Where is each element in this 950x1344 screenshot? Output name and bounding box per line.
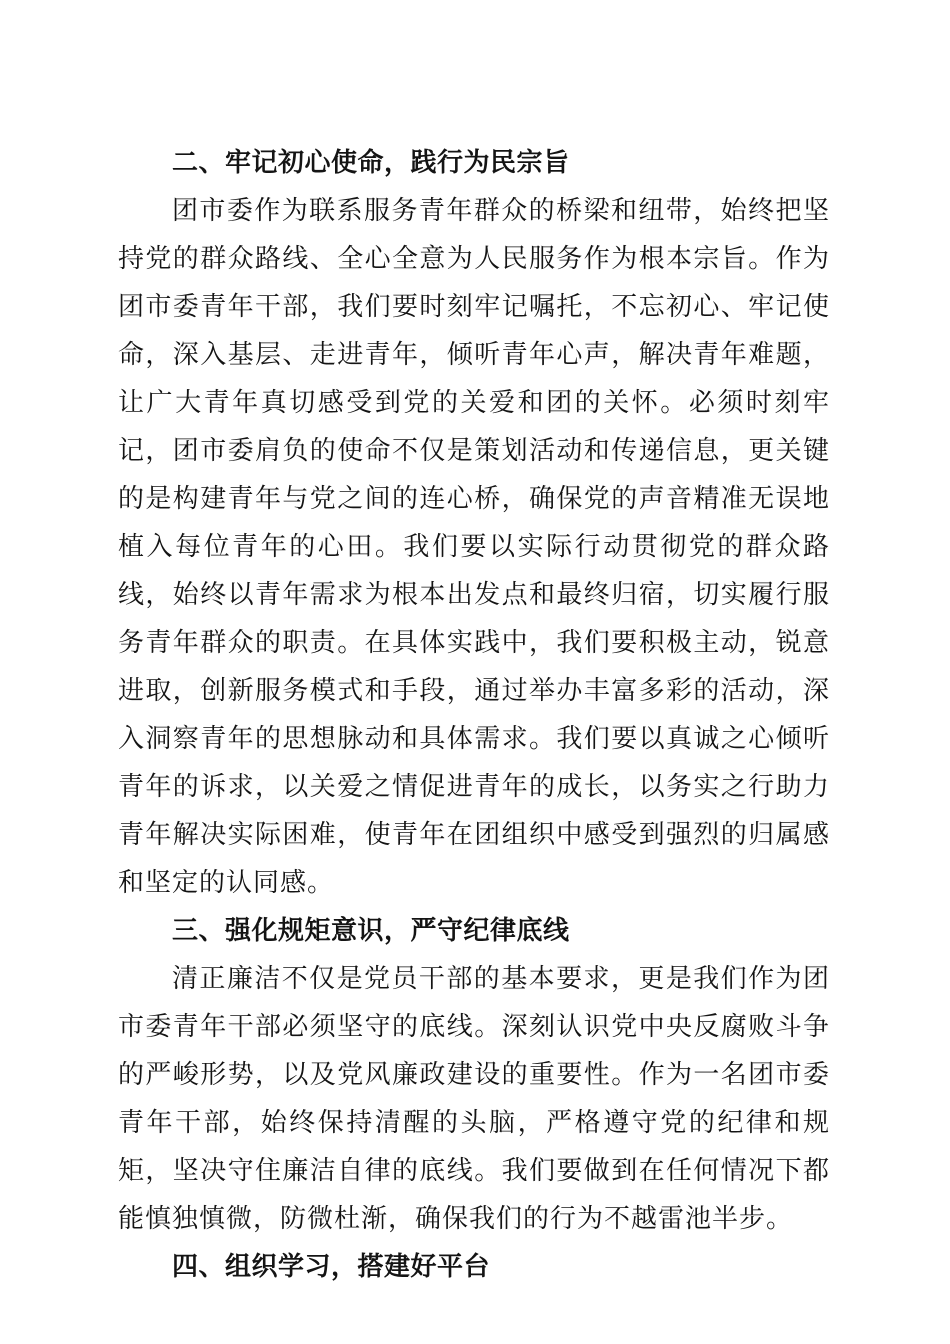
section-paragraph-2: 团市委作为联系服务青年群众的桥梁和纽带，始终把坚持党的群众路线、全心全意为人民服务作为根本宗旨。作为团市委青年干部，我们要时刻牢记嘱托，不忘初心、牢记使命，深入基层、走进青年，倾听青年心声，解决青年难题，让广大青年真切感受到党的关爱和团的关怀。必须时刻牢记，团市委肩负的使命不仅是策划活动和传递信息，更关键的是构建青年与党之间的连心桥，确保党的声音精准无误地植入每位青年的心田。我们要以实际行动贯彻党的群众路线，始终以青年需求为根本出发点和最终归宿，切实履行服务青年群众的职责。在具体实践中，我们要积极主动，锐意进取，创新服务模式和手段，通过举办丰富多彩的活动，深入洞察青年的思想脉动和具体需求。我们要以真诚之心倾听青年的诉求，以关爱之情促进青年的成长，以务实之行助力青年解决实际困难，使青年在团组织中感受到强烈的归属感和坚定的认同感。 <box>118 196 830 898</box>
document-body <box>118 139 830 1291</box>
section-heading-4: 四、组织学习，搭建好平台 <box>172 1252 491 1282</box>
section-paragraph-3: 清正廉洁不仅是党员干部的基本要求，更是我们作为团市委青年干部必须坚守的底线。深刻认识党中央反腐败斗争的严峻形势，以及党风廉政建设的重要性。作为一名团市委青年干部，始终保持清醒的头脑，严格遵守党的纪律和规矩，坚决守住廉洁自律的底线。我们要做到在任何情况下都能慎独慎微，防微杜渐，确保我们的行为不越雷池半步。 <box>118 964 830 1234</box>
section-heading-3: 三、强化规矩意识，严守纪律底线 <box>172 916 570 946</box>
section-heading-2: 二、牢记初心使命，践行为民宗旨 <box>172 148 570 178</box>
